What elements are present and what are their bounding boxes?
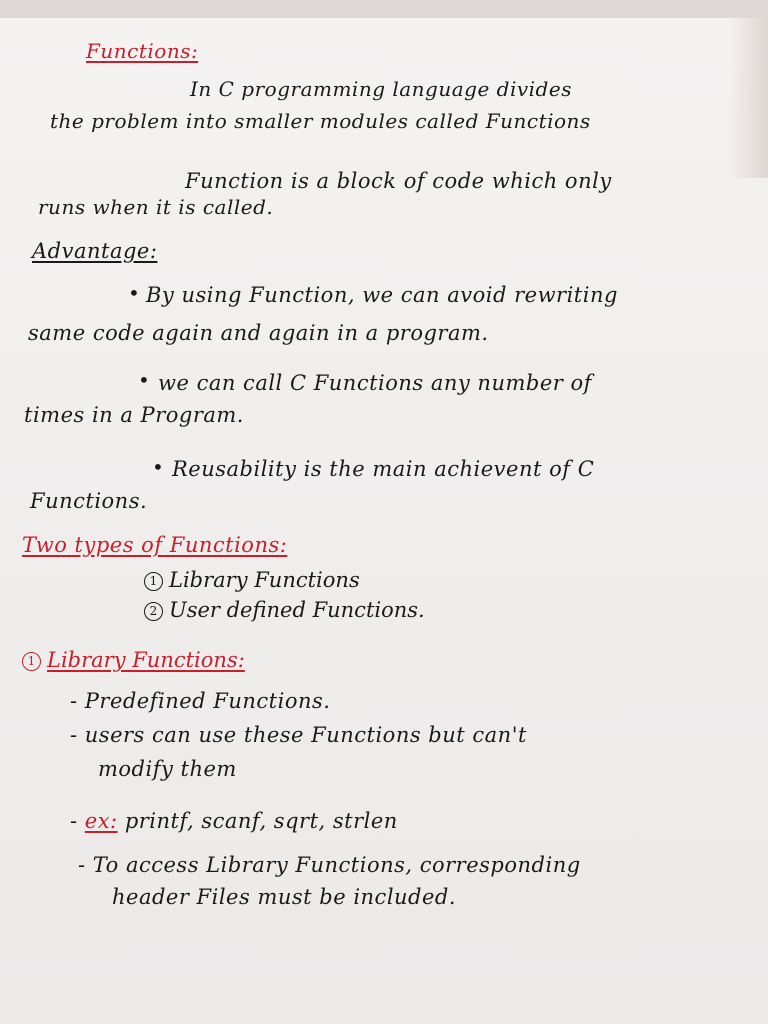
intro-line-1: In C programming language divides (190, 77, 572, 101)
advantage-1-line-1: By using Function, we can avoid rewriting (146, 283, 618, 307)
dash: - (70, 809, 85, 833)
circled-number: 1 (144, 572, 163, 591)
advantage-3-line-1: Reusability is the main achievent of C (172, 457, 595, 481)
advantage-2-line-1: we can call C Functions any number of (158, 371, 592, 395)
library-point-3 (70, 808, 398, 834)
type-label-1: Library Functions (169, 568, 360, 592)
type-label-2: User defined Functions. (169, 598, 425, 622)
intro-line-4: runs when it is called. (38, 195, 274, 219)
heading-library-label: Library Functions: (47, 648, 245, 672)
advantage-3-line-2: Functions. (30, 489, 148, 513)
bullet-dot: • (152, 455, 164, 479)
heading-two-types: Two types of Functions: (22, 533, 288, 557)
heading-functions: Functions: (86, 39, 199, 63)
circled-number: 2 (144, 602, 163, 621)
library-point-2-line-1: - users can use these Functions but can't (70, 723, 527, 747)
heading-library (22, 648, 245, 672)
bullet-dot: • (128, 281, 140, 305)
library-point-4-line-2: header Files must be included. (112, 885, 457, 909)
advantage-1-line-2: same code again and again in a program. (28, 321, 489, 345)
bullet-dot: • (138, 368, 150, 392)
page-shadow (728, 18, 768, 178)
intro-line-2: the problem into smaller modules called Functions (50, 109, 591, 133)
type-item-1 (144, 568, 360, 592)
example-functions: printf, scanf, sqrt, strlen (117, 809, 398, 833)
circled-number: 1 (22, 652, 41, 671)
library-point-1: - Predefined Functions. (70, 689, 331, 713)
type-item-2 (144, 598, 425, 622)
library-point-2-line-2: modify them (98, 757, 237, 781)
library-point-4-line-1: - To access Library Functions, corresponding (78, 853, 581, 877)
heading-advantage: Advantage: (32, 239, 158, 263)
example-label: ex: (84, 809, 118, 833)
intro-line-3: Function is a block of code which only (185, 169, 612, 193)
advantage-2-line-2: times in a Program. (24, 403, 244, 427)
